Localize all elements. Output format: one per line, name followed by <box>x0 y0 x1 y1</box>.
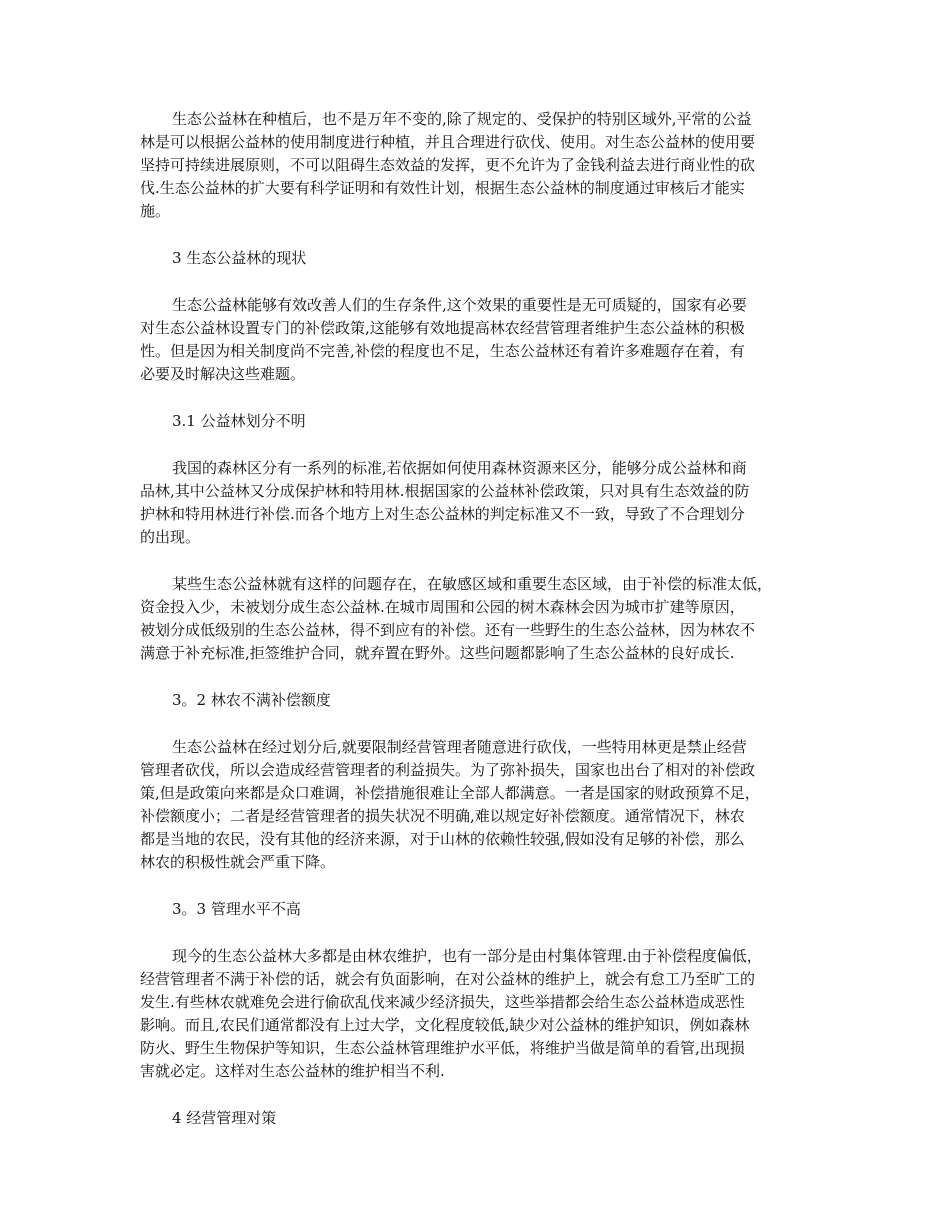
text-line: 护林和特用林进行补偿.而各个地方上对生态公益林的判定标准又不一致，导致了不合理划分 <box>140 505 745 523</box>
heading-text: 4 经营管理对策 <box>172 1109 277 1127</box>
paragraph-status <box>140 294 830 386</box>
text-line: 林是可以根据公益林的使用制度进行种植，并且合理进行砍伐、使用。对生态公益林的使用要 <box>140 133 756 151</box>
text-line: 我国的森林区分有一系列的标准,若依据如何使用森林资源来区分，能够分成公益林和商 <box>172 459 747 477</box>
section-heading-3-1 <box>140 410 830 433</box>
text-line: 策,但是政策向来都是众口难调，补偿措施很难让全部人都满意。一者是国家的财政预算不足， <box>140 784 760 802</box>
section-heading-3 <box>140 247 830 270</box>
text-line: 管理者砍伐，所以会造成经营管理者的利益损失。为了弥补损失，国家也出台了相对的补偿政 <box>140 761 756 779</box>
paragraph-classification <box>140 457 830 549</box>
text-line: 现今的生态公益林大多都是由林农维护，也有一部分是由村集体管理.由于补偿程度偏低， <box>172 947 762 965</box>
text-line: 性。但是因为相关制度尚不完善,补偿的程度也不足，生态公益林还有着许多难题存在着，有 <box>140 342 745 360</box>
text-line: 生态公益林在种植后，也不是万年不变的,除了规定的、受保护的特别区域外,平常的公益 <box>172 110 752 128</box>
text-line: 发生.有些林农就难免会进行偷砍乱伐来减少经济损失，这些举措都会给生态公益林造成恶性 <box>140 993 745 1011</box>
heading-text: 3。2 林农不满补偿额度 <box>172 691 331 709</box>
text-line: 生态公益林在经过划分后,就要限制经营管理者随意进行砍伐，一些特用林更是禁止经营 <box>172 738 747 756</box>
text-line: 必要及时解决这些难题。 <box>140 365 306 383</box>
text-line: 生态公益林能够有效改善人们的生存条件,这个效果的重要性是无可质疑的，国家有必要 <box>172 296 747 314</box>
text-line: 满意于补充标准,拒签维护合同，就弃置在野外。这些问题都影响了生态公益林的良好成长. <box>140 644 735 662</box>
text-line: 都是当地的农民，没有其他的经济来源，对于山林的依赖性较强,假如没有足够的补偿，那么 <box>140 830 745 848</box>
text-line: 施。 <box>140 202 171 220</box>
text-line: 伐.生态公益林的扩大要有科学证明和有效性计划，根据生态公益林的制度通过审核后才能实 <box>140 179 745 197</box>
heading-text: 3。3 管理水平不高 <box>172 900 301 918</box>
text-line: 防火、野生生物保护等知识，生态公益林管理维护水平低，将维护当做是简单的看管,出现损 <box>140 1039 745 1057</box>
section-heading-3-3 <box>140 898 830 921</box>
heading-text: 3 生态公益林的现状 <box>172 249 307 267</box>
heading-text: 3.1 公益林划分不明 <box>172 412 306 430</box>
document-page <box>140 108 830 1154</box>
text-line: 补偿额度小；二者是经营管理者的损失状况不明确,难以规定好补偿额度。通常情况下，林农 <box>140 807 745 825</box>
text-line: 对生态公益林设置专门的补偿政策,这能够有效地提高林农经营管理者维护生态公益林的积极 <box>140 319 745 337</box>
text-line: 害就必定。这样对生态公益林的维护相当不利. <box>140 1062 445 1080</box>
text-line: 影响。而且,农民们通常都没有上过大学，文化程度较低,缺少对公益林的维护知识，例如森林 <box>140 1016 750 1034</box>
text-line: 经营管理者不满于补偿的话，就会有负面影响，在对公益林的维护上，就会有怠工乃至旷工的 <box>140 970 756 988</box>
paragraph-problems <box>140 573 830 665</box>
text-line: 的出现。 <box>140 528 201 546</box>
text-line: 品林,其中公益林又分成保护林和特用林.根据国家的公益林补偿政策，只对具有生态效益的防 <box>140 482 750 500</box>
text-line: 林农的积极性就会严重下降。 <box>140 853 336 871</box>
paragraph-intro <box>140 108 830 223</box>
text-line: 被划分成低级别的生态公益林，得不到应有的补偿。还有一些野生的生态公益林，因为林农不 <box>140 621 756 639</box>
section-heading-4 <box>140 1107 830 1130</box>
text-line: 某些生态公益林就有这样的问题存在，在敏感区域和重要生态区域，由于补偿的标准太低， <box>172 575 773 593</box>
section-heading-3-2 <box>140 689 830 712</box>
text-line: 资金投入少，未被划分成生态公益林.在城市周围和公园的树木森林会因为城市扩建等原因， <box>140 598 745 616</box>
paragraph-compensation <box>140 736 830 874</box>
text-line: 坚持可持续进展原则，不可以阻碍生态效益的发挥，更不允许为了金钱利益去进行商业性的砍 <box>140 156 756 174</box>
paragraph-management <box>140 945 830 1083</box>
